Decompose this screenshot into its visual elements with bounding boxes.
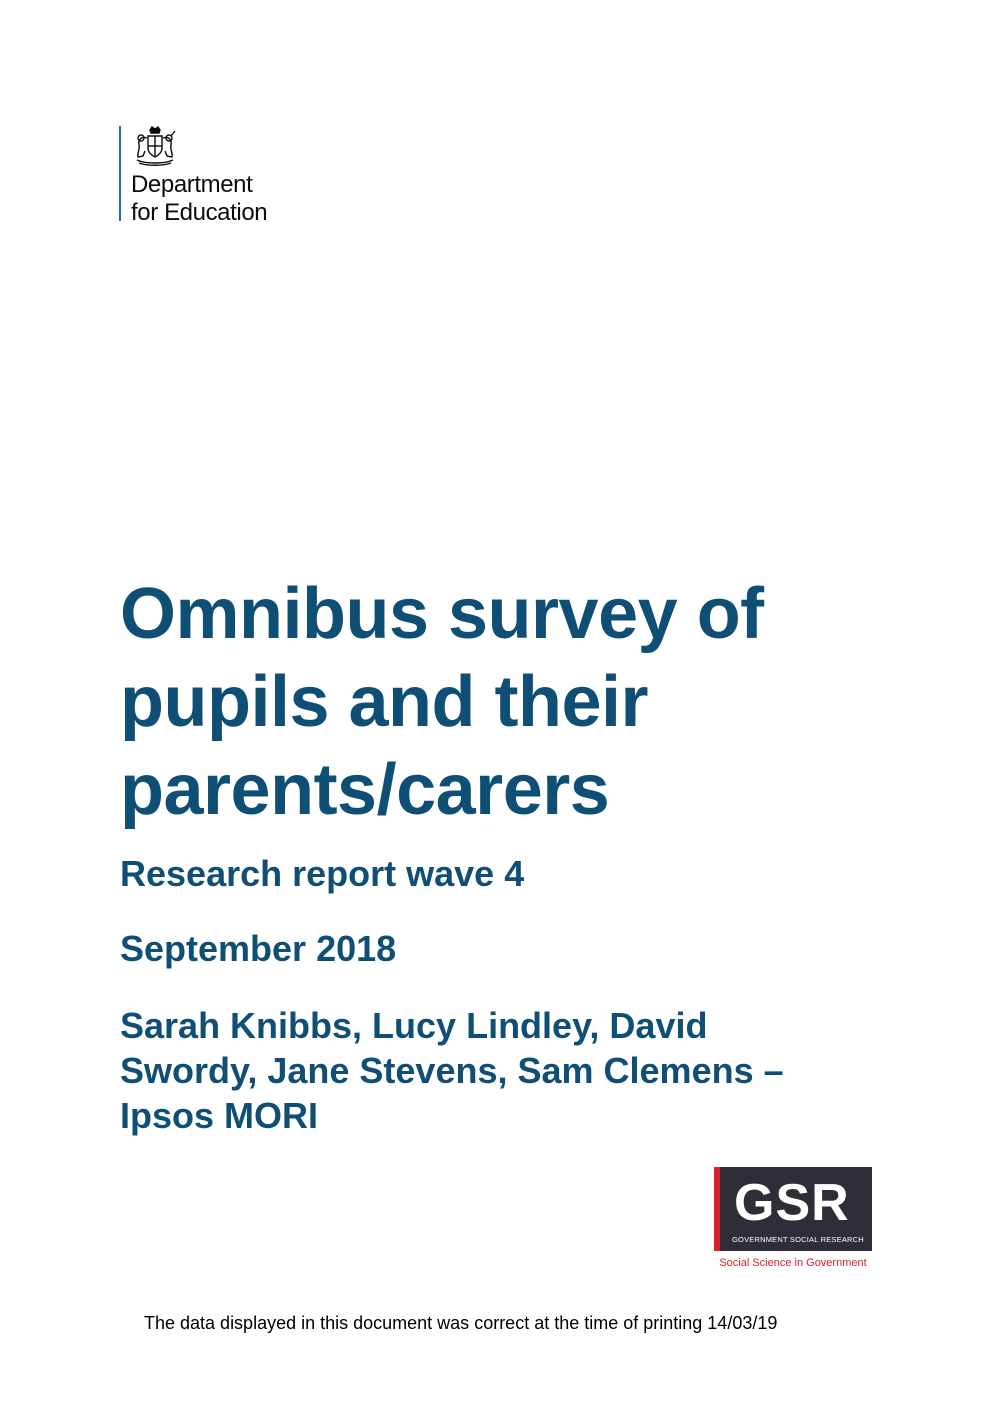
royal-coat-of-arms-icon xyxy=(131,126,179,166)
gsr-mark: GSR xyxy=(734,1174,850,1232)
logo-divider xyxy=(119,126,121,221)
gsr-caption: GOVERNMENT SOCIAL RESEARCH xyxy=(732,1235,864,1244)
authors-line-3: Ipsos MORI xyxy=(120,1095,319,1136)
title-line-3: parents/carers xyxy=(120,750,610,830)
gsr-logo xyxy=(714,1167,872,1271)
dfe-line-2: for Education xyxy=(131,199,268,226)
authors-line-1: Sarah Knibbs, Lucy Lindley, David xyxy=(120,1005,708,1046)
dfe-line-1: Department xyxy=(131,171,253,198)
dfe-wordmark xyxy=(131,171,267,227)
authors xyxy=(120,1003,784,1138)
gsr-logo-box xyxy=(714,1167,872,1251)
dfe-logo xyxy=(119,126,309,226)
publication-date: September 2018 xyxy=(120,928,397,969)
gsr-accent-bar xyxy=(714,1167,720,1251)
title-line-1: Omnibus survey of xyxy=(120,574,764,654)
document-title xyxy=(120,570,920,834)
print-note: The data displayed in this document was correct at the time of printing 14/03/19 xyxy=(144,1313,778,1333)
gsr-tagline: Social Science in Government xyxy=(719,1257,867,1269)
authors-line-2: Swordy, Jane Stevens, Sam Clemens – xyxy=(120,1050,784,1091)
title-line-2: pupils and their xyxy=(120,662,649,742)
report-subtitle: Research report wave 4 xyxy=(120,853,525,894)
